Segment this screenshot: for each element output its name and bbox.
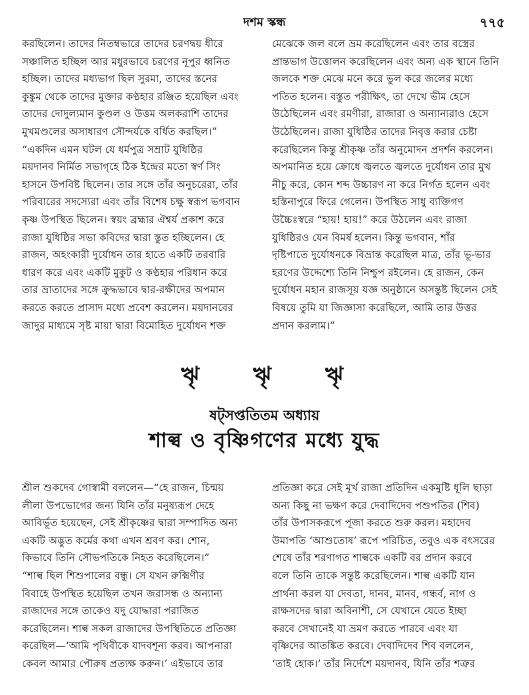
- text-line: রাজা যুধিষ্ঠির সভা কবিদের দ্বারা স্তুত হচ্ছিলেন। হে: [22, 232, 225, 244]
- page-number: ৭৭৫: [479, 16, 505, 31]
- text-line: করেছিল—‘আমি পৃথিবীকে যাদবশূন্য করব। আপনারা: [22, 641, 232, 653]
- text-line: একটি অদ্ভুত কর্মের কথা এখন শ্রবণ কর। শোন,: [22, 535, 210, 547]
- text-line: পতিত হলেন। বস্তুত পরীক্ষিৎ, তা দেখে ভীম হেসে: [272, 91, 470, 103]
- text-line: কুঙ্কুম থেকে তাদের মুক্তার কণ্ঠহার রঞ্জিত হয়েছিল এবং: [22, 91, 239, 103]
- text-line: প্রদান করলাম।”: [272, 320, 336, 332]
- text-line: শ্রীল শুকদেব গোস্বামী বললেন—“হে রাজন, চিন্ময়: [22, 483, 224, 494]
- text-line: যুধিষ্ঠিরও যেন বিমর্ষ হলেন। কিন্তু ভগবান, শাঁর: [272, 232, 456, 244]
- text-line: করবে সেখানেই যা ভ্রমণ করতে পারবে এবং যা: [272, 623, 458, 635]
- text-line: শেষে তাঁর শরণাগত শাল্বকে একটি বর প্রদান করবে: [272, 553, 473, 565]
- text-line: হরণের উদ্দেশ্যে তিনি নিশ্চুপ রইলেন। হে রাজন, কেন: [272, 267, 484, 279]
- text-line: তাদের দোদুল্যমান কুণ্ডল ও উত্তম অলকরাশি তাদের: [22, 109, 229, 121]
- text-line: অন্য কিছু না ভক্ষণ করে দেবাদিদেব পশুপতির (শিব): [272, 500, 480, 512]
- text-line: বলে তিনি তাকে সন্তুষ্ট করেছিলেন। শাল্ব একটি যান: [272, 570, 475, 582]
- ornament-glyph: ৠ: [325, 362, 344, 388]
- text-line: আবির্ভূত হয়েছেন, সেই শ্রীকৃষ্ণের দ্বারা সম্পাদিত অন্য: [22, 518, 238, 530]
- text-line: পরিবারের সদস্যেরা এবং তাঁর বিশেষ চক্ষু স্বরূপ ভগবান: [22, 197, 241, 209]
- text-line: নীচু করে, কোন শব্দ উচ্চারণ না করে নির্গত হলেন এবং: [272, 179, 491, 191]
- text-line: হস্তিনাপুরে ফিরে গেলেন। উপস্থিত সাধু ব্যক্তিগণ: [272, 197, 464, 209]
- text-line: কৃষ্ণ উপস্থিত ছিলেন। স্বয়ং ব্রহ্মার ঐশ্বর্য প্রকাশ করে: [22, 214, 225, 226]
- top-left-column: [22, 36, 258, 335]
- chapter-heading: শাল্ব ও বৃষ্ণিগণের মধ্যে যুদ্ধ: [149, 428, 380, 452]
- text-line: হচ্ছিল। তাদের মধ্যভাগ ছিল সুরমা, তাদের স্তনের: [22, 74, 218, 86]
- text-line: উঠেছিলেন এবং রমণীরা, রাজারা ও অন্যান্যরাও হেসে: [272, 109, 489, 121]
- text-line: মুখমণ্ডলের অসাধারণ সৌন্দর্যকে বর্ধিত করছিল।”: [22, 126, 218, 138]
- text-line: করেছিলেন। শাল্ব সকল রাজাদের উপস্থিতিতে প্রতিজ্ঞা: [22, 623, 237, 635]
- bottom-right-column: [272, 480, 510, 674]
- text-line: করেছিলেন কিন্তু শ্রীকৃষ্ণ তাঁর অনুমোদন প্রদর্শন করলেন।: [272, 144, 494, 156]
- text-line: বৃষ্ণিদের আতঙ্কিত করবে। দেবাদিদেব শিব বললেন,: [272, 641, 474, 653]
- running-title: দশম স্কন্ধ: [243, 15, 286, 29]
- text-line: তাঁর উপাসকরূপে পূজা করতে শুরু করল। মহাদেব: [272, 518, 471, 530]
- text-line: লীলা উপভোগের জন্য যিনি তাঁর মনুষ্যরূপ দেহে: [22, 500, 215, 512]
- text-line: কিভাবে তিনি সৌভপতিকে নিহত করেছিলেন।”: [22, 553, 210, 565]
- text-line: হাসনে উপবিষ্ট ছিলেন। তার সঙ্গে তাঁর অনুচরেরা, তাঁর: [22, 179, 238, 191]
- bottom-left-column: [22, 480, 258, 674]
- text-line: কেবল আমার পৌরুষ প্রত্যক্ষ করুন।’ এইভাবে তার: [22, 658, 224, 670]
- text-line: সঞ্চালিত হচ্ছিল আর মধুরভাবে চরণের নূপুর ধ্বনিত: [22, 56, 231, 68]
- text-line: জাদুর মাধ্যমে সৃষ্ট মায়া দ্বারা বিমোহিত দুর্যোধন শক্ত: [22, 320, 226, 332]
- text-line: উমাপতি ‘আশুতোষ’ রূপে পরিচিত, তবুও এক বৎসরের: [272, 535, 495, 547]
- text-line: “একদিন এমন ঘটল যে ধর্মপুত্র সম্রাট যুধিষ্ঠির: [22, 144, 203, 156]
- ornament-glyph: ৠ: [253, 362, 272, 388]
- text-line: উঠেছিলেন। রাজা যুধিষ্ঠির তাদের নিবৃত্ত করার চেষ্টা: [272, 126, 478, 138]
- text-line: প্রার্থনা করল যা দেবতা, দানব, মানব, গন্ধর্ব, নাগ ও: [272, 588, 476, 600]
- text-line: রাজাদের সঙ্গে তাকেও যদু যোদ্ধারা পরাজিত: [22, 606, 200, 618]
- ornament-glyph: ৠ: [181, 362, 200, 388]
- text-line: ‘তাই হোক।’ তাঁর নির্দেশে ময়দানব, যিনি তাঁর শত্রুর: [272, 658, 476, 670]
- text-line: করছিলেন। তাদের নিতম্বভারে তাদের চরণদ্বয় ধীরে: [22, 39, 224, 50]
- text-line: বিষয়ে তুমি যা জিজ্ঞাসা করেছিলে, আমি তার উত্তর: [272, 302, 477, 314]
- text-line: উচ্চৈঃস্বরে “হায়! হায়!” করে উঠলেন এবং রাজা: [272, 214, 467, 226]
- text-line: “শাল্ব ছিল শিশুপালের বন্ধু। সে যখন রুক্মিণীর: [22, 570, 205, 582]
- text-line: দুর্যোধন মহান রাজসূয় যজ্ঞ অনুষ্ঠানে অসন্তুষ্ট ছিলেন সেই: [272, 285, 498, 297]
- text-line: প্রান্তভাগ উত্তোলন করেছিলেন এবং অন্য এক স্থানে তিনি: [272, 56, 500, 68]
- text-line: বিবাহে উপস্থিত হয়েছিল তখন জরাসন্ধ ও অন্যান্য: [22, 588, 223, 600]
- text-line: ধারণ করে এবং একটি মুকুট ও কণ্ঠহার পরিধান করে: [22, 267, 228, 279]
- text-line: করতে করতে প্রাসাদ মধ্যে প্রবেশ করলেন। ময়দানবের: [22, 302, 234, 314]
- text-line: প্রতিজ্ঞা করে সেই মূর্খ রাজা প্রতিদিন একমুষ্টি ধূলি ছাড়া: [272, 483, 493, 494]
- top-right-column: [272, 36, 510, 335]
- chapter-title: ষট্‌সপ্ততিতম অধ্যায়: [209, 408, 320, 424]
- section-divider: [0, 358, 529, 388]
- text-line: মেঝেকে জল বলে ভ্রম করেছিলেন এবং তার বস্ত্রের: [272, 39, 475, 50]
- text-line: অপমানিত হয়ে ক্রোধে জ্বলতে জ্বলতে দুর্যোধন তার মুখ: [272, 162, 491, 174]
- text-line: জলকে শক্ত মেঝে মনে করে ভুল করে জলের মধ্যে: [272, 74, 473, 86]
- text-line: রাজন, অহংকারী দুর্যোধন তার হাতে একটি তরবারি: [22, 250, 226, 262]
- page-header: [20, 14, 509, 32]
- text-line: রাক্ষসদের দ্বারা অবিনাশী, সে যেখানে যেতে ইচ্ছা: [272, 606, 467, 618]
- text-line: ময়দানব নির্মিত সভাগৃহে ঠিক ইন্দ্রের মতো স্বর্ণ সিং: [22, 162, 221, 174]
- text-line: দৃষ্টিপাতে দুর্যোধনকে বিভ্রান্ত করেছিল মাত্র, তাঁর ভূ-ভার: [272, 250, 491, 262]
- text-line: তার ভ্রাতাদের সঙ্গে ক্রুদ্ধভাবে দ্বার-রক্ষীদের অপমান: [22, 285, 225, 297]
